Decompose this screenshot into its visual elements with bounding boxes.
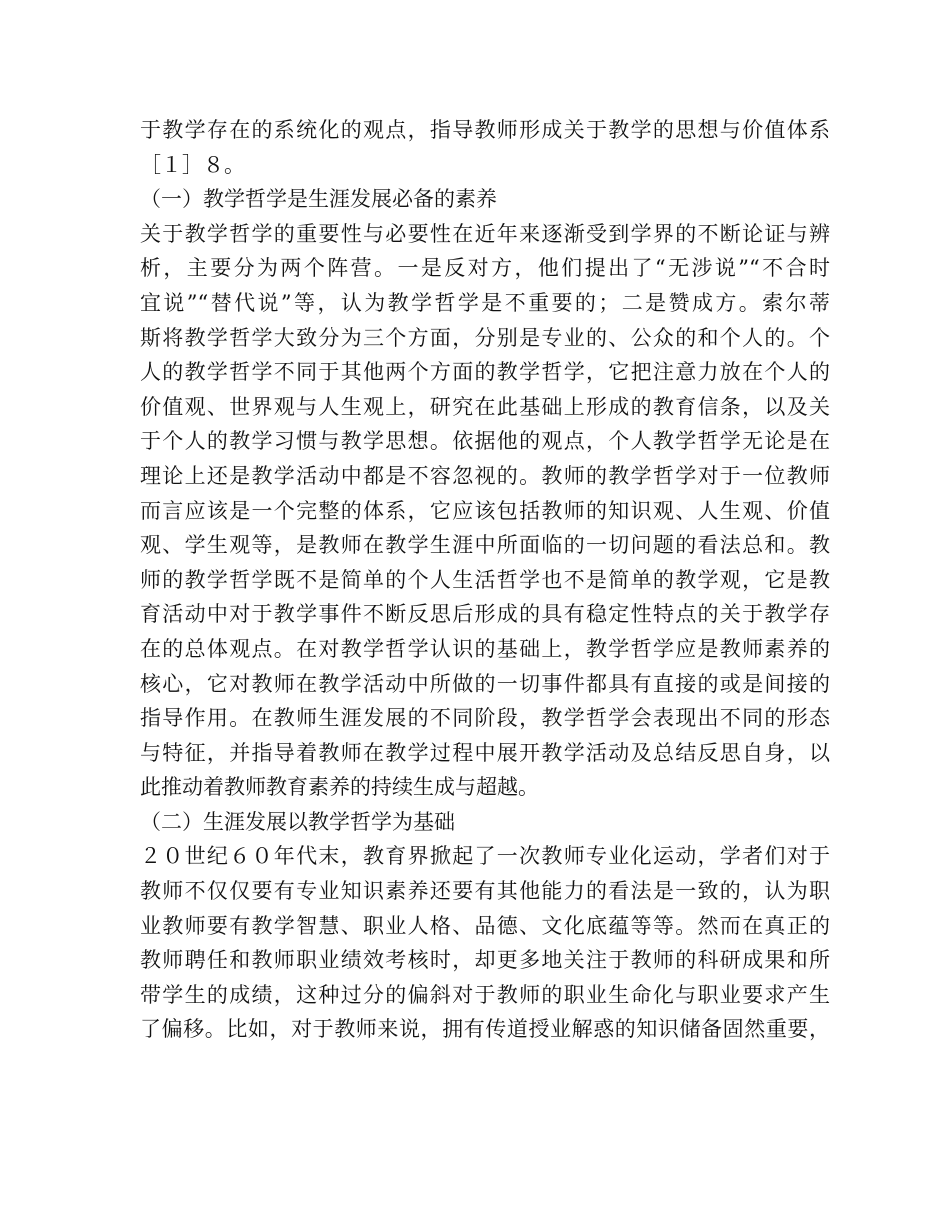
text-line: 师的教学哲学既不是简单的个人生活哲学也不是简单的教学观，它是教 [140, 567, 830, 592]
text-line: 价值观、世界观与人生观上，研究在此基础上形成的教育信条，以及关 [140, 394, 830, 419]
text-line: 观、学生观等，是教师在教学生涯中所面临的一切问题的看法总和。教 [140, 533, 830, 558]
text-line: 宜说”“替代说”等，认为教学哲学是不重要的；二是赞成方。索尔蒂 [140, 290, 830, 315]
text-line: 析，主要分为两个阵营。一是反对方，他们提出了“无涉说”“不合时 [140, 256, 830, 281]
text-line: ２０世纪６０年代末，教育界掀起了一次教师专业化运动，学者们对于 [140, 844, 830, 869]
text-line: 关于教学哲学的重要性与必要性在近年来逐渐受到学界的不断论证与辨 [140, 221, 830, 246]
text-line: 而言应该是一个完整的体系，它应该包括教师的知识观、人生观、价值 [140, 498, 830, 523]
text-line: 教师不仅仅要有专业知识素养还要有其他能力的看法是一致的，认为职 [140, 879, 830, 904]
text-line: 在的总体观点。在对教学哲学认识的基础上，教学哲学应是教师素养的 [140, 636, 830, 661]
text-line: 核心，它对教师在教学活动中所做的一切事件都具有直接的或是间接的 [140, 671, 830, 696]
section-heading-2: （二）生涯发展以教学哲学为基础 [140, 809, 455, 834]
document-body [140, 113, 830, 1047]
text-line: 带学生的成绩，这种过分的偏斜对于教师的职业生命化与职业要求产生 [140, 982, 830, 1007]
text-line: 于个人的教学习惯与教学思想。依据他的观点，个人教学哲学无论是在 [140, 429, 830, 454]
text-line: 此推动着教师教育素养的持续生成与超越。 [140, 775, 539, 800]
text-line: 教师聘任和教师职业绩效考核时，却更多地关注于教师的科研成果和所 [140, 948, 830, 973]
text-line: 育活动中对于教学事件不断反思后形成的具有稳定性特点的关于教学存 [140, 602, 830, 627]
text-line: 业教师要有教学智慧、职业人格、品德、文化底蕴等等。然而在真正的 [140, 913, 830, 938]
citation-line: ［１］８。 [140, 152, 245, 177]
text-line: 斯将教学哲学大致分为三个方面，分别是专业的、公众的和个人的。个 [140, 325, 830, 350]
text-line: 了偏移。比如，对于教师来说，拥有传道授业解惑的知识储备固然重要， [140, 1017, 830, 1042]
text-line: 指导作用。在教师生涯发展的不同阶段，教学哲学会表现出不同的形态 [140, 706, 830, 731]
text-line: 与特征，并指导着教师在教学过程中展开教学活动及总结反思自身，以 [140, 740, 830, 765]
text-line: 人的教学哲学不同于其他两个方面的教学哲学，它把注意力放在个人的 [140, 360, 830, 385]
text-line: 于教学存在的系统化的观点，指导教师形成关于教学的思想与价值体系 [140, 118, 830, 142]
text-line: 理论上还是教学活动中都是不容忽视的。教师的教学哲学对于一位教师 [140, 463, 830, 488]
section-heading-1: （一）教学哲学是生涯发展必备的素养 [140, 187, 497, 212]
